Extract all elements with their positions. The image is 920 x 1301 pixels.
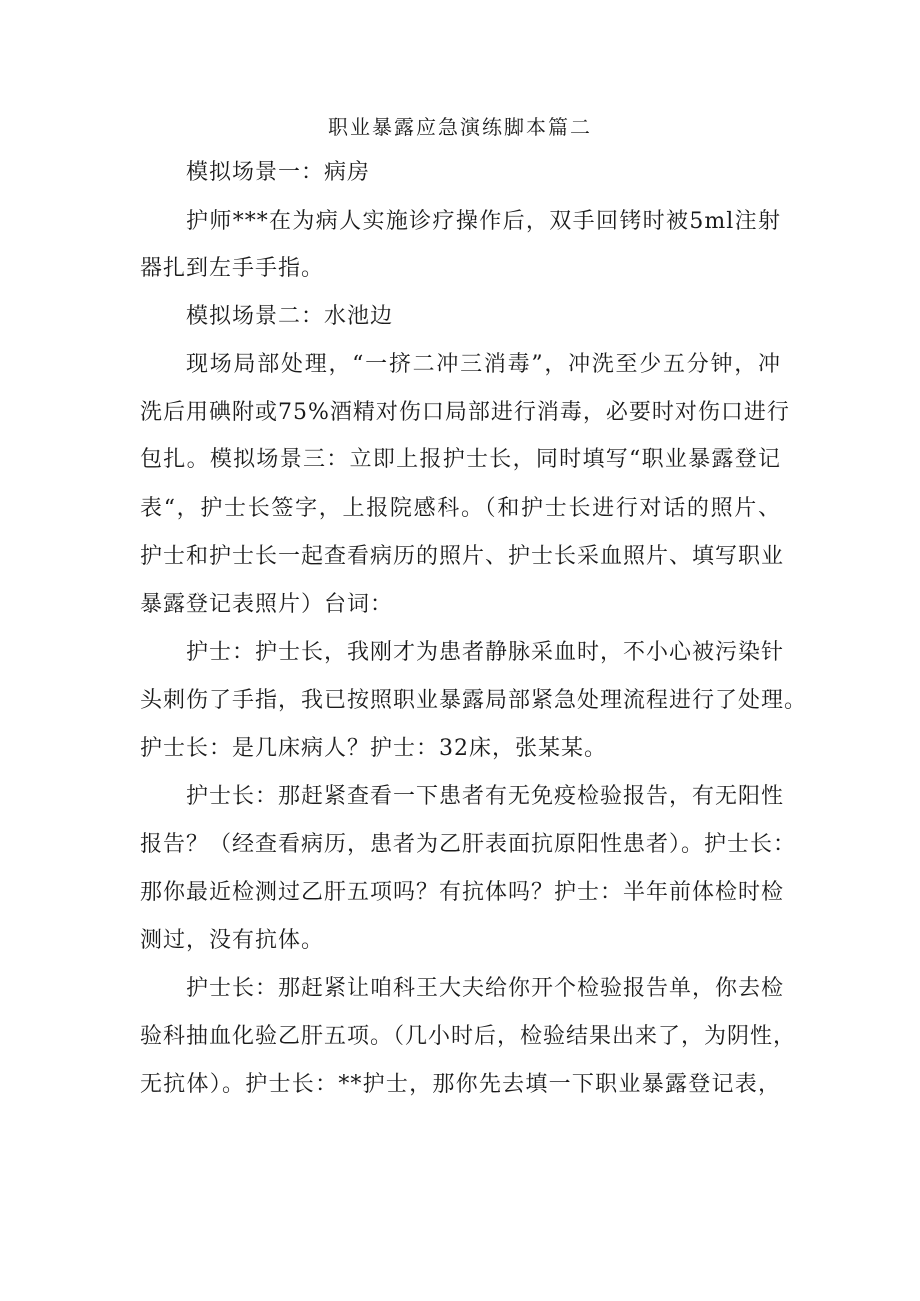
text-line: 验科抽血化验乙肝五项。（几小时后，检验结果出来了，为阴性， (140, 1024, 797, 1049)
text-line: 头刺伤了手指，我已按照职业暴露局部紧急处理流程进行了处理。 (140, 688, 808, 713)
text-line: 护士长：是几床病人？护士：32床，张某某。 (140, 736, 607, 761)
document-title: 职业暴露应急演练脚本篇二 (328, 115, 592, 139)
text-line: 器扎到左手手指。 (140, 256, 325, 281)
text-line: 护士长：那赶紧让咱科王大夫给你开个检验报告单，你去检 (186, 976, 785, 1001)
text-line: 模拟场景一：病房 (186, 160, 371, 185)
text-line: 包扎。模拟场景三：立即上报护士长，同时填写“职业暴露登记 (140, 447, 781, 472)
text-line: 报告？（经查看病历，患者为乙肝表面抗原阳性患者）。护士长： (140, 832, 797, 857)
text-line: 护士和护士长一起查看病历的照片、护士长采血照片、填写职业 (140, 544, 785, 569)
text-line: 暴露登记表照片）台词： (140, 592, 394, 617)
text-line: 护士：护士长，我刚才为患者静脉采血时，不小心被污染针 (186, 640, 785, 665)
text-line: 护士长：那赶紧查看一下患者有无免疫检验报告，有无阳性 (186, 784, 785, 809)
text-line: 模拟场景二：水池边 (186, 304, 394, 329)
text-line: 现场局部处理，“一挤二冲三消毒”，冲洗至少五分钟，冲 (186, 352, 781, 377)
text-line: 洗后用碘附或75%酒精对伤口局部进行消毒，必要时对伤口进行 (140, 400, 790, 425)
text-line: 那你最近检测过乙肝五项吗？有抗体吗？护士：半年前体检时检 (140, 880, 785, 905)
text-line: 护师***在为病人实施诊疗操作后，双手回铐时被5ml注射 (186, 209, 781, 234)
text-line: 表“，护士长签字，上报院感科。（和护士长进行对话的照片、 (140, 496, 781, 521)
text-line: 测过，没有抗体。 (140, 928, 325, 953)
text-line: 无抗体）。护士长：**护士，那你先去填一下职业暴露登记表， (140, 1072, 781, 1097)
